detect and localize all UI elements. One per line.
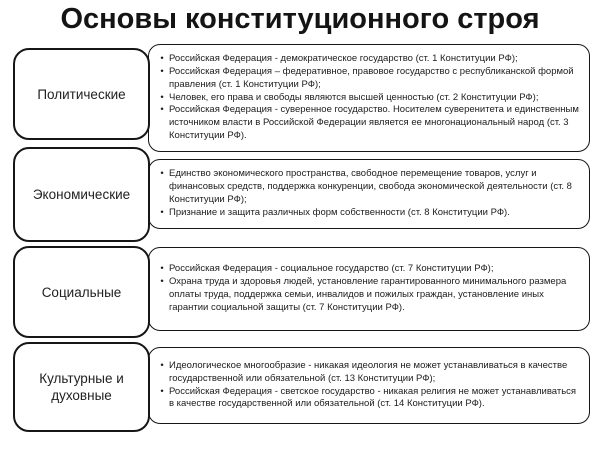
list-item (155, 66, 581, 92)
bullet-list (149, 358, 589, 414)
bullet-icon: • (160, 206, 164, 218)
bullet-icon: • (160, 359, 164, 371)
bullet-text: Человек, его права и свободы являются высшей ценностью (ст. 2 Конституции РФ); (169, 91, 539, 103)
list-item (155, 53, 581, 66)
bullet-text: Охрана труда и здоровья людей, установление гарантированного минимального размера оплаты труда, поддержка семьи, инвалидов и пожилых граждан, установление иных гарантии социальной защиты (ст. 7 Конституции РФ). (169, 276, 567, 313)
section-label-cultural (13, 342, 150, 432)
bullet-list (149, 261, 589, 317)
bullet-text: Российская Федерация - социальное государство (ст. 7 Конституции РФ); (169, 263, 494, 275)
bullet-icon: • (160, 104, 164, 116)
bullet-icon: • (160, 385, 164, 397)
section-label-text: Экономические (32, 187, 131, 202)
section-label-text: Социальные (41, 284, 122, 300)
section-label-social (13, 246, 150, 338)
section-label-text: Политические (37, 86, 126, 102)
section-label-political (13, 48, 150, 140)
bullet-icon: • (160, 65, 164, 77)
bullet-list (149, 51, 589, 145)
section-content-economic (148, 159, 590, 229)
section-label-economic (13, 147, 150, 242)
list-item (155, 168, 581, 207)
bullet-text: Российская Федерация - демократическое государство (ст. 1 Конституции РФ); (169, 52, 518, 64)
list-item (155, 276, 581, 315)
list-item (155, 104, 581, 143)
list-item (155, 386, 581, 412)
bullet-icon: • (160, 52, 164, 64)
bullet-icon: • (160, 263, 164, 275)
bullet-text: Российская Федерация - суверенное государство. Носителем суверенитета и единственным источником власти в Российской Федерации является ее многонациональный народ (ст. 3 Конституции РФ). (169, 104, 579, 142)
bullet-text: Признание и защита различных форм собственности (ст. 8 Конституции РФ). (169, 206, 510, 218)
bullet-text: Российская Федерация - светское государство - никакая религия не может устанавливаться в качестве государственной или обязательной (ст. 14 Конституции РФ). (169, 385, 577, 410)
bullet-text: Идеологическое многообразие - никакая идеология не может устанавливаться в качестве государственной или обязательной (ст. 13 Конституции РФ); (169, 359, 568, 384)
list-item (155, 92, 581, 105)
bullet-text: Единство экономического пространства, свободное перемещение товаров, услуг и финансовых средств, поддержка конкуренции, свобода экономической деятельности (ст. 8 Конституции РФ); (169, 168, 572, 205)
section-label-text: Культурные и духовные (39, 371, 124, 403)
list-item (155, 263, 581, 276)
bullet-icon: • (160, 168, 164, 180)
list-item (155, 360, 581, 386)
bullet-list (149, 166, 589, 222)
section-content-social (148, 247, 590, 331)
section-content-political (148, 44, 590, 152)
section-content-cultural (148, 347, 590, 424)
page-title: Основы конституционного строя (60, 3, 540, 35)
bullet-icon: • (160, 276, 164, 288)
bullet-text: Российская Федерация – федеративное, правовое государство с республиканской формой правления (ст. 1 Конституции РФ); (169, 65, 574, 90)
bullet-icon: • (160, 91, 164, 103)
list-item (155, 207, 581, 220)
